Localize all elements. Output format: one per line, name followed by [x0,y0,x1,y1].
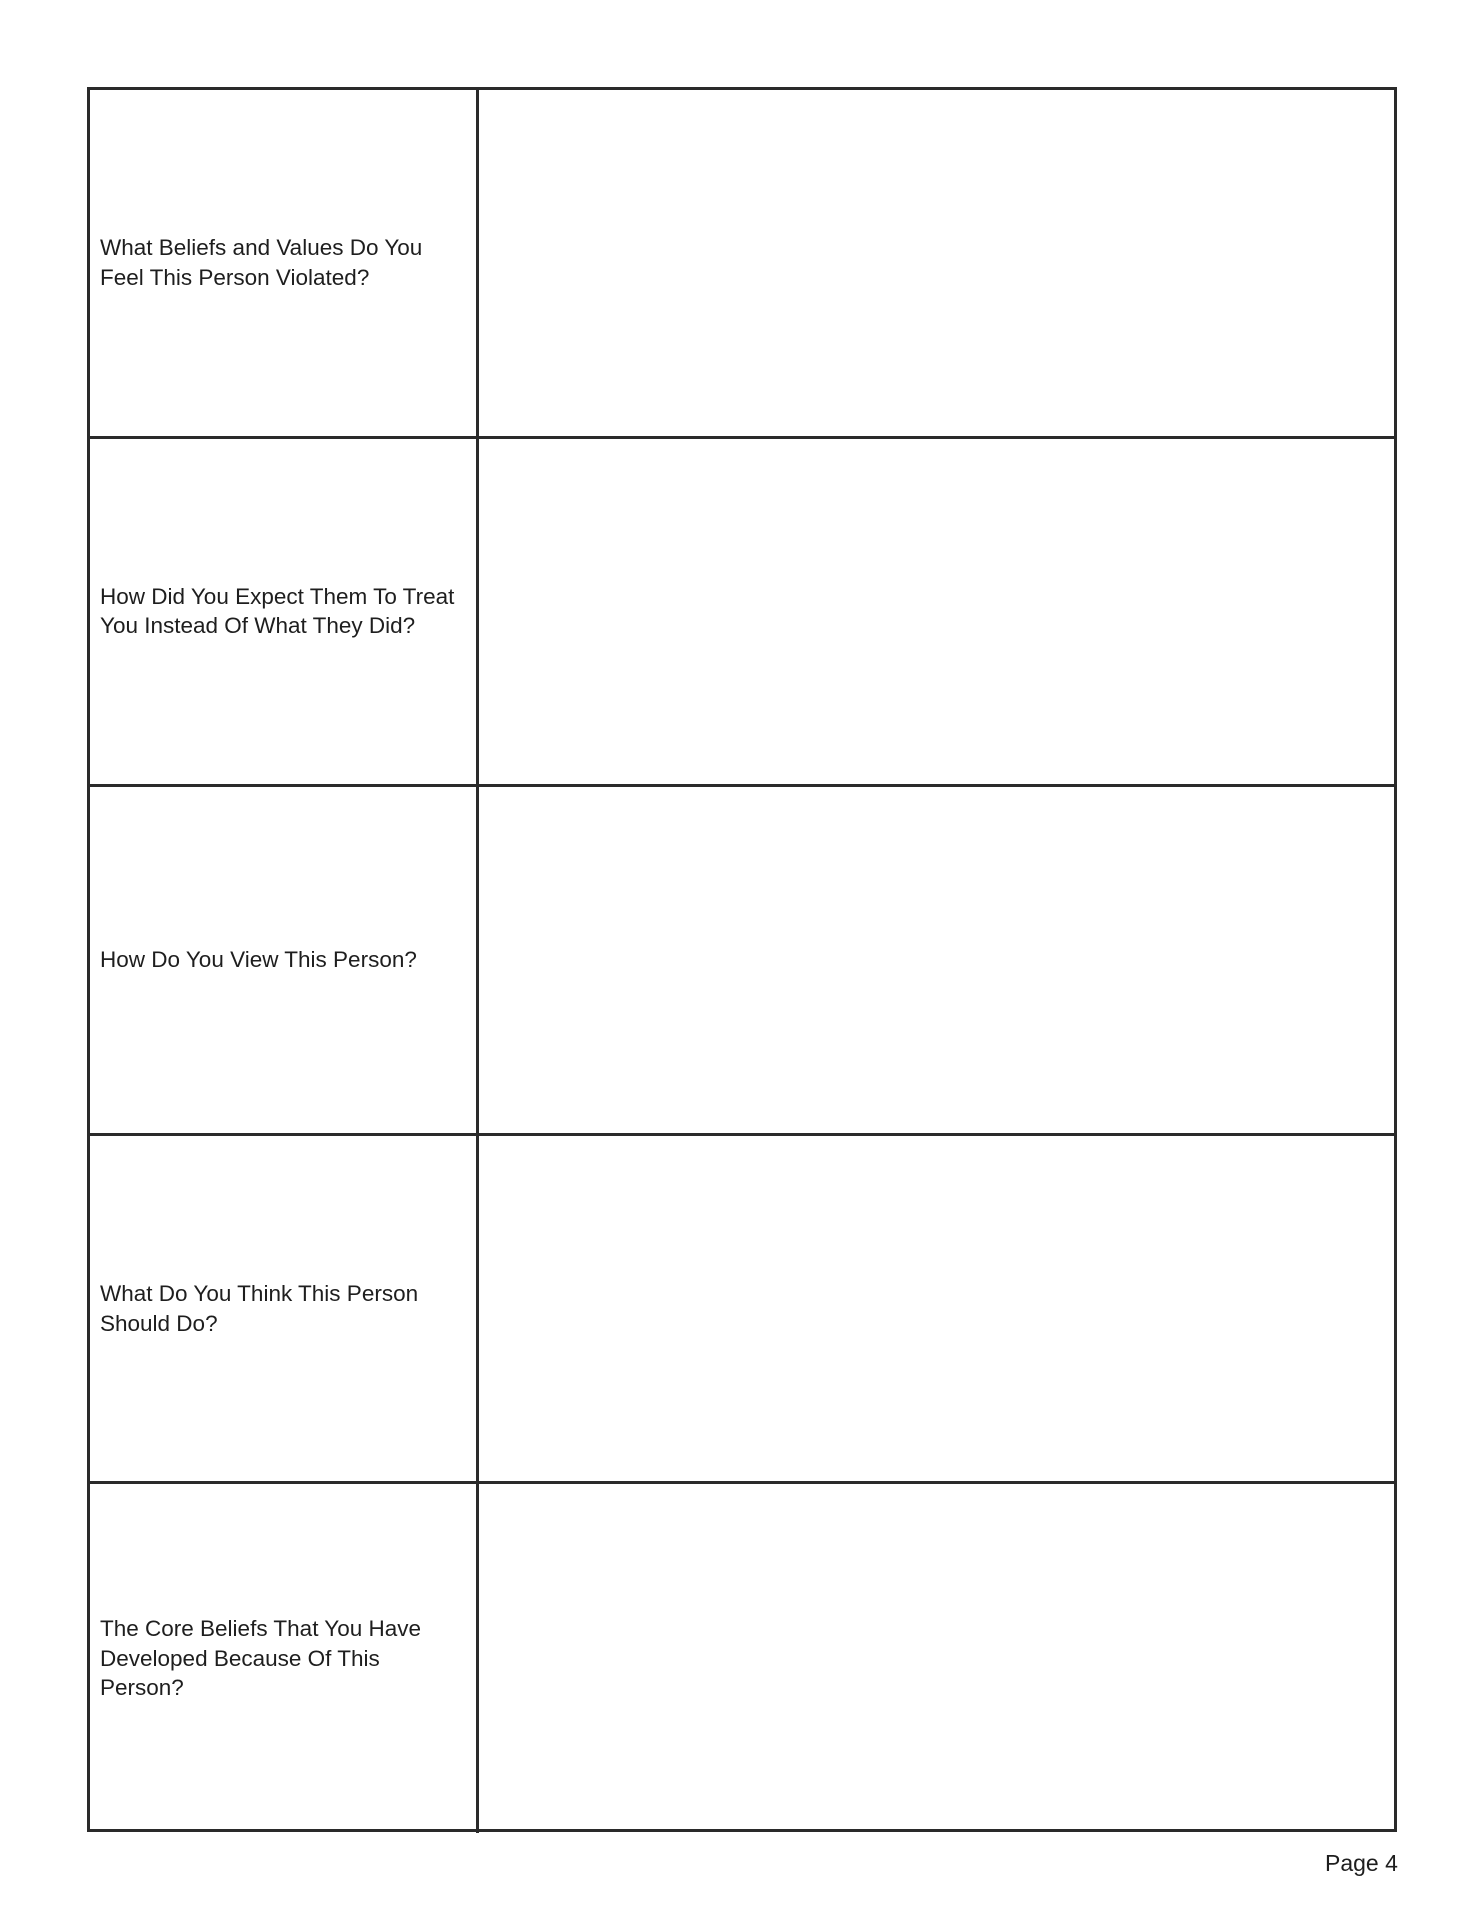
prompt-cell [90,439,479,785]
prompt-text: What Do You Think This Person Should Do? [100,1281,419,1336]
prompt-text: The Core Beliefs That You Have Developed Because Of This Person? [100,1616,422,1701]
prompt-text: How Did You Expect Them To Treat You Instead Of What They Did? [100,583,455,639]
worksheet-row [90,1484,1394,1833]
prompt-text: How Do You View This Person? [100,947,417,973]
answer-cell[interactable] [479,1136,1394,1482]
prompt-cell [90,1484,479,1833]
worksheet-row [90,90,1394,439]
worksheet-row [90,439,1394,788]
worksheet-row [90,787,1394,1136]
worksheet-row [90,1136,1394,1485]
worksheet-table [87,87,1397,1832]
prompt-cell [90,1136,479,1482]
prompt-cell [90,90,479,436]
page-number: Page 4 [1325,1850,1398,1876]
answer-cell[interactable] [479,1484,1394,1833]
answer-cell[interactable] [479,787,1394,1133]
answer-cell[interactable] [479,90,1394,436]
answer-cell[interactable] [479,439,1394,785]
prompt-text: What Beliefs and Values Do You Feel This Person Violated? [100,235,423,290]
prompt-cell [90,787,479,1133]
